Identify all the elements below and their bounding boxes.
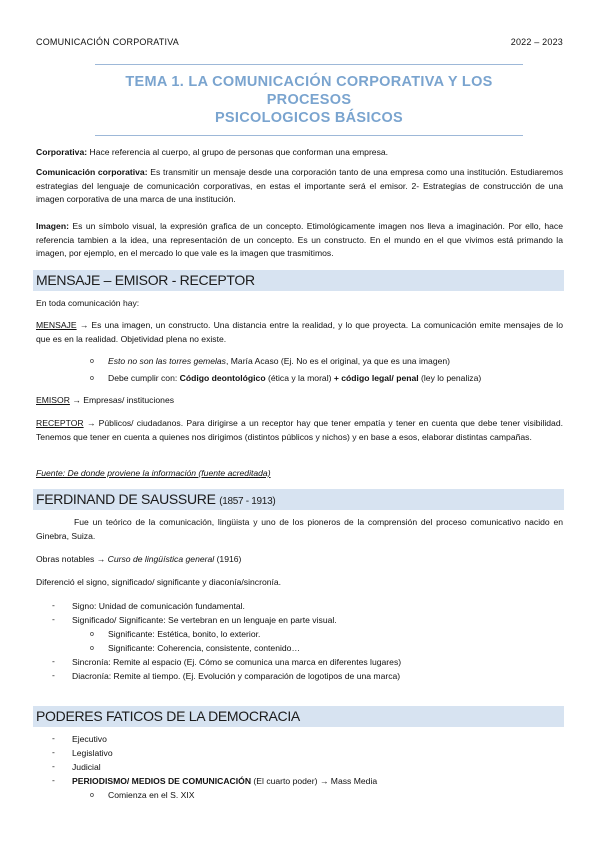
emisor-text: → Empresas/ instituciones — [69, 395, 175, 405]
receptor-paragraph — [36, 417, 563, 444]
circle-bullet-icon: o — [90, 792, 94, 799]
page-title-line2: PSICOLOGICOS BÁSICOS — [214, 110, 404, 126]
list-item: Legislativo — [72, 748, 113, 758]
dash-bullet-icon: - — [52, 670, 55, 680]
dash-bullet-icon: - — [52, 747, 55, 757]
periodismo-bold: PERIODISMO/ MEDIOS DE COMUNICACIÓN — [72, 776, 252, 786]
mensaje-text: → Es una imagen, un constructo. Una distancia entre la realidad, y lo que proyecta. La comunicación emite mensajes de lo que es en la realidad. Objetividad plena no existe. — [36, 320, 563, 344]
dash-bullet-icon: - — [52, 775, 55, 785]
def-term: Imagen: — [36, 221, 69, 231]
header-year: 2022 – 2023 — [510, 37, 563, 47]
def-text: Es un símbolo visual, la expresión grafica de un concepto. Etimológicamente imagen nos lleva a imaginación. Por ello, hace referencia tambien a la idea, una representación de un concepto. Es un constructo. En el mundo en el que vivimos está primando la imagen, por ejemplo, en el mercado lo que vale es la imagen que trasmitimos. — [36, 221, 563, 259]
sub-text: Debe cumplir con: — [108, 373, 180, 383]
page-title-line1: TEMA 1. LA COMUNICACIÓN CORPORATIVA Y LOS PROCESOS — [125, 74, 493, 108]
fuente-note — [36, 467, 563, 481]
circle-bullet-icon: o — [90, 358, 94, 365]
obras-notables — [36, 553, 563, 567]
list-sub-item: Significante: Coherencia, consistente, contenido… — [108, 643, 301, 653]
emisor-term: EMISOR — [36, 395, 70, 405]
circle-bullet-icon: o — [90, 645, 94, 652]
dash-bullet-icon: - — [52, 761, 55, 771]
sub-italic: Esto no son las torres gemelas — [108, 356, 226, 366]
emisor-paragraph — [36, 394, 563, 408]
sub-rest: , María Acaso (Ej. No es el original, ya que es una imagen) — [225, 356, 451, 366]
def-corporativa — [36, 146, 563, 160]
saussure-bio: Fue un teórico de la comunicación, lingüista y uno de los pioneros de la comprensión del proceso comunicativo nacido en Ginebra, Suiza. — [36, 517, 563, 541]
obras-year: (1916) — [214, 554, 242, 564]
dash-bullet-icon: - — [52, 614, 55, 624]
list-item: Sincronía: Remite al espacio (Ej. Cómo se comunica una marca en diferentes lugares) — [72, 657, 402, 667]
title-block — [95, 64, 523, 136]
sub-bold: Código deontológico — [179, 373, 266, 383]
fuente-text: Fuente: De donde proviene la información (fuente acreditada) — [36, 468, 271, 478]
circle-bullet-icon: o — [90, 375, 94, 382]
list-item — [72, 775, 377, 788]
sub-text: (ética y la moral) — [265, 373, 334, 383]
mensaje-term: MENSAJE — [36, 320, 77, 330]
receptor-text: → Públicos/ ciudadanos. Para dirigirse a un receptor hay que tener empatía y tener en cuenta que debe tener visibilidad. Tenemos que tener en cuenta a quienes nos dirigimos (distintos públicos y nichos) y en base a esos, elaborar distintas campañas. — [36, 418, 563, 442]
mensaje-sub-item — [108, 355, 450, 368]
sub-bold: + código legal/ penal — [333, 373, 419, 383]
def-text: Hace referencia al cuerpo, al grupo de personas que conforman una empresa. — [87, 147, 389, 157]
mensaje-sub-item — [108, 372, 481, 385]
def-term: Comunicación corporativa: — [36, 167, 148, 177]
list-sub-item: Comienza en el S. XIX — [108, 790, 195, 800]
circle-bullet-icon: o — [90, 631, 94, 638]
dash-bullet-icon: - — [52, 600, 55, 610]
def-imagen — [36, 220, 563, 261]
section-heading-poderes: PODERES FATICOS DE LA DEMOCRACIA — [33, 706, 564, 727]
list-item: Signo: Unidad de comunicación fundamental. — [72, 601, 245, 611]
obras-label: Obras notables → — [36, 554, 108, 564]
section-heading-mensaje: MENSAJE – EMISOR - RECEPTOR — [33, 270, 564, 291]
list-sub-item: Significante: Estética, bonito, lo exterior. — [108, 629, 261, 639]
obras-title: Curso de lingüística general — [107, 554, 215, 564]
section1-intro: En toda comunicación hay: — [36, 298, 140, 308]
diferencio-paragraph: Diferenció el signo, significado/ significante y diaconía/sincronía. — [36, 577, 282, 587]
list-item: Ejecutivo — [72, 734, 107, 744]
section-heading-saussure — [33, 489, 564, 510]
list-item: Significado/ Significante: Se vertebran en un lenguaje en parte visual. — [72, 615, 337, 625]
dash-bullet-icon: - — [52, 733, 55, 743]
list-item: Diacronía: Remite al tiempo. (Ej. Evolución y comparación de logotipos de una marca) — [72, 671, 401, 681]
list-item: Judicial — [72, 762, 101, 772]
sub-text: (ley lo penaliza) — [418, 373, 482, 383]
def-text: Es transmitir un mensaje desde una corporación tanto de una empresa como una institución. Estudiaremos estrategias del lenguaje de comunicación corporativas, en estas el importante será el emisor. 2- Estrategias de construcción de una imagen corporativa de una marca de una institución. — [36, 167, 563, 205]
receptor-term: RECEPTOR — [36, 418, 84, 428]
saussure-years: (1857 - 1913) — [219, 496, 276, 507]
page-header — [36, 37, 563, 47]
def-term: Corporativa: — [36, 147, 88, 157]
def-comunicacion-corporativa — [36, 166, 563, 207]
dash-bullet-icon: - — [52, 656, 55, 666]
saussure-heading-text: FERDINAND DE SAUSSURE — [36, 491, 216, 507]
header-course: COMUNICACIÓN CORPORATIVA — [36, 37, 179, 47]
periodismo-rest: (El cuarto poder) → Mass Media — [251, 776, 378, 786]
mensaje-paragraph — [36, 319, 563, 346]
